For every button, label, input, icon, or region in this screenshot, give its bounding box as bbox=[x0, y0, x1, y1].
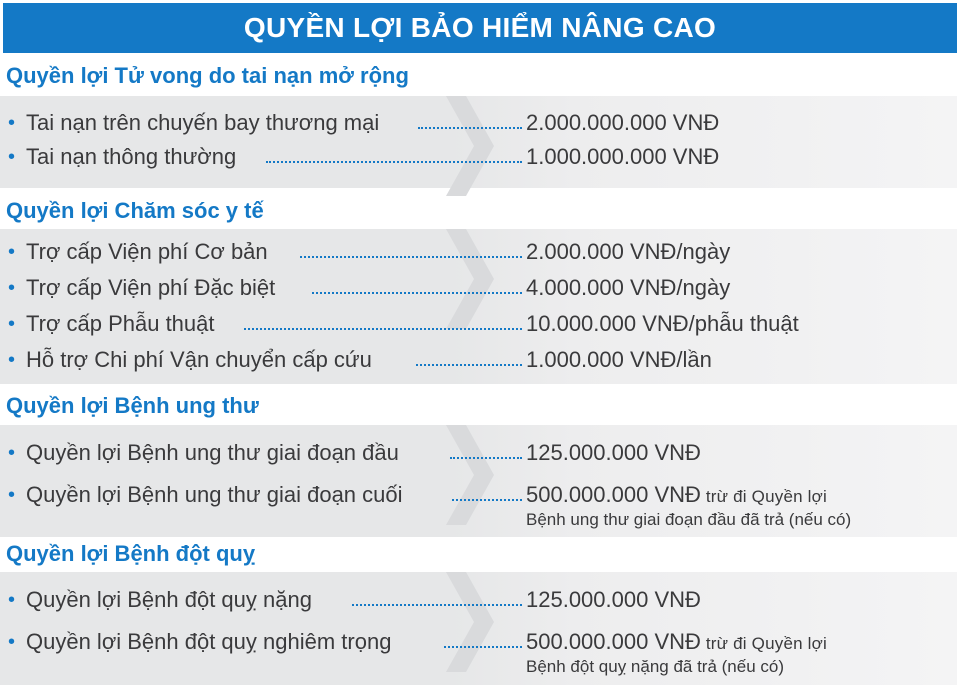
bullet-icon: • bbox=[8, 313, 16, 335]
bullet-icon: • bbox=[8, 277, 16, 299]
benefit-label: Trợ cấp Viện phí Cơ bản bbox=[26, 239, 268, 264]
bullet-icon: • bbox=[8, 146, 16, 168]
bullet-icon: • bbox=[8, 589, 16, 611]
benefit-row bbox=[0, 273, 957, 307]
section-panel-stroke bbox=[0, 572, 957, 685]
benefit-value: 2.000.000.000 VNĐ bbox=[526, 110, 720, 135]
bullet-icon: • bbox=[8, 112, 16, 134]
benefit-amount: 500.000.000 VNĐ bbox=[526, 482, 701, 507]
benefit-row bbox=[0, 309, 957, 343]
benefit-value bbox=[526, 627, 827, 659]
benefit-label: Quyền lợi Bệnh đột quỵ nghiêm trọng bbox=[26, 629, 392, 654]
dot-leader bbox=[452, 499, 522, 501]
bullet-icon: • bbox=[8, 349, 16, 371]
dot-leader bbox=[450, 457, 522, 459]
benefit-label: Tai nạn trên chuyến bay thương mại bbox=[26, 110, 380, 135]
benefit-label: Quyền lợi Bệnh ung thư giai đoạn cuối bbox=[26, 482, 403, 507]
section-panel-cancer bbox=[0, 425, 957, 537]
benefit-note: trừ đi Quyền lợi bbox=[700, 634, 827, 653]
benefit-note: trừ đi Quyền lợi bbox=[700, 487, 827, 506]
benefit-value: 125.000.000 VNĐ bbox=[526, 440, 701, 465]
dot-leader bbox=[418, 127, 522, 129]
dot-leader bbox=[352, 604, 522, 606]
benefit-value: 2.000.000 VNĐ/ngày bbox=[526, 239, 731, 264]
benefit-value bbox=[526, 480, 827, 512]
benefit-row bbox=[0, 108, 957, 142]
section-panel-accident bbox=[0, 96, 957, 188]
benefit-label: Trợ cấp Viện phí Đặc biệt bbox=[26, 275, 276, 300]
section-title-medical: Quyền lợi Chăm sóc y tế bbox=[6, 198, 264, 223]
benefit-label: Hỗ trợ Chi phí Vận chuyển cấp cứu bbox=[26, 347, 372, 372]
benefit-row bbox=[0, 438, 957, 472]
dot-leader bbox=[416, 364, 522, 366]
section-title-accident: Quyền lợi Tử vong do tai nạn mở rộng bbox=[6, 63, 409, 88]
benefit-row bbox=[0, 142, 957, 176]
benefit-row bbox=[0, 627, 957, 661]
dot-leader bbox=[444, 646, 522, 648]
bullet-icon: • bbox=[8, 241, 16, 263]
benefit-row bbox=[0, 237, 957, 271]
benefit-value: 10.000.000 VNĐ/phẫu thuật bbox=[526, 311, 799, 336]
dot-leader bbox=[266, 161, 522, 163]
benefit-row bbox=[0, 345, 957, 379]
benefit-row bbox=[0, 585, 957, 619]
bullet-icon: • bbox=[8, 484, 16, 506]
page-title-bar bbox=[3, 3, 957, 53]
benefit-label: Tai nạn thông thường bbox=[26, 144, 237, 169]
benefit-value: 125.000.000 VNĐ bbox=[526, 587, 701, 612]
benefit-label: Trợ cấp Phẫu thuật bbox=[26, 311, 215, 336]
benefit-label: Quyền lợi Bệnh đột quỵ nặng bbox=[26, 587, 312, 612]
dot-leader bbox=[244, 328, 522, 330]
dot-leader bbox=[300, 256, 522, 258]
bullet-icon: • bbox=[8, 631, 16, 653]
benefit-value: 1.000.000.000 VNĐ bbox=[526, 144, 720, 169]
benefit-value: 4.000.000 VNĐ/ngày bbox=[526, 275, 731, 300]
section-title-stroke: Quyền lợi Bệnh đột quỵ bbox=[6, 541, 256, 566]
benefit-note-line2: Bệnh ung thư giai đoạn đầu đã trả (nếu có) bbox=[526, 510, 852, 529]
section-title-cancer: Quyền lợi Bệnh ung thư bbox=[6, 393, 259, 418]
benefit-label: Quyền lợi Bệnh ung thư giai đoạn đầu bbox=[26, 440, 399, 465]
page-title: QUYỀN LỢI BẢO HIỂM NÂNG CAO bbox=[243, 12, 717, 43]
benefit-value: 1.000.000 VNĐ/lần bbox=[526, 347, 712, 372]
bullet-icon: • bbox=[8, 442, 16, 464]
benefit-amount: 500.000.000 VNĐ bbox=[526, 629, 701, 654]
section-panel-medical bbox=[0, 229, 957, 384]
benefit-note-line2: Bệnh đột quỵ nặng đã trả (nếu có) bbox=[526, 657, 785, 676]
dot-leader bbox=[312, 292, 522, 294]
